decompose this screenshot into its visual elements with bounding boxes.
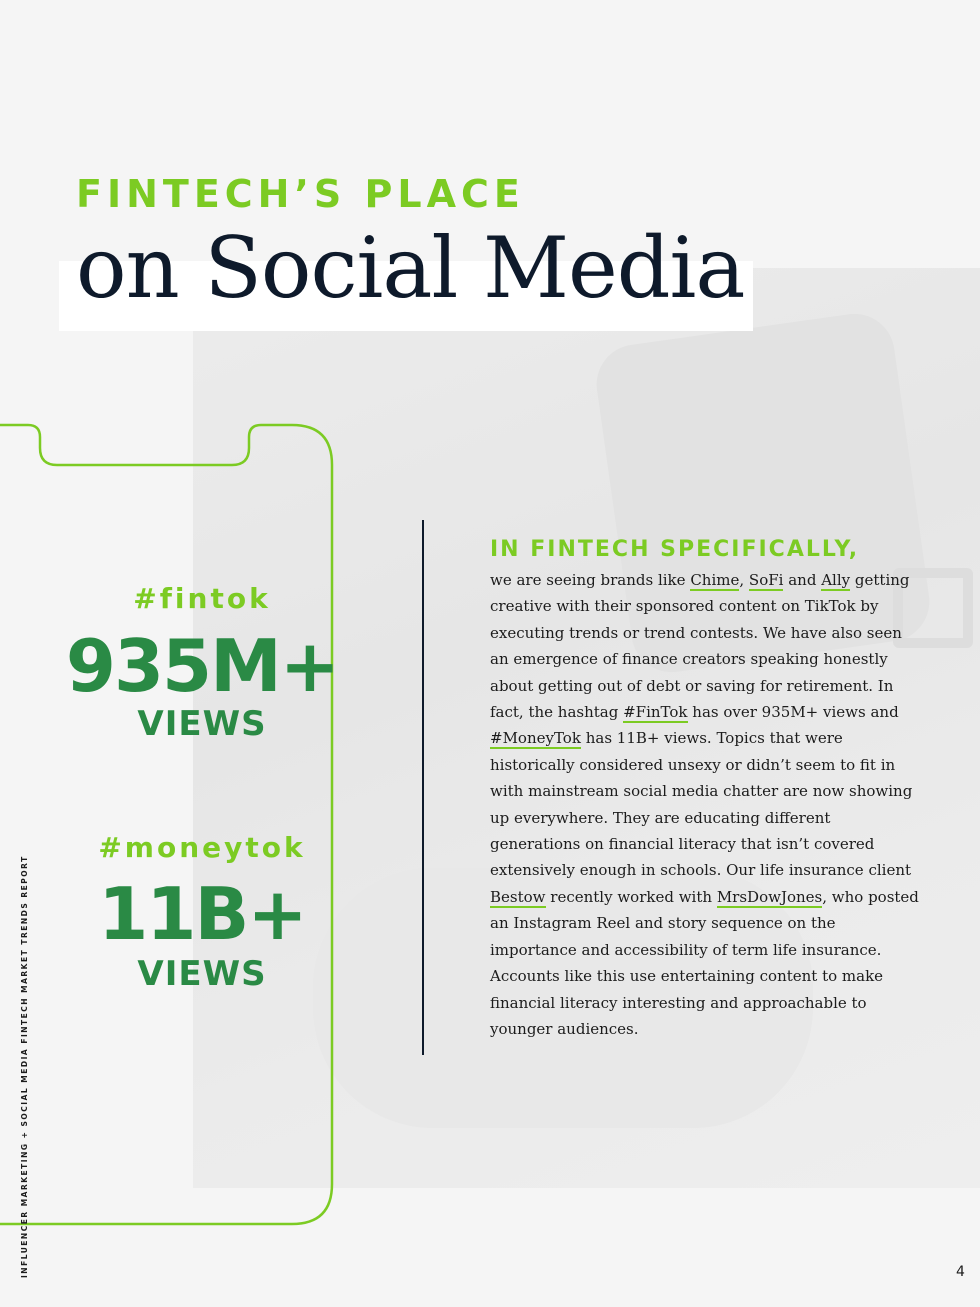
article-heading: IN FINTECH SPECIFICALLY,: [490, 537, 860, 562]
running-footer-title: INFLUENCER MARKETING + SOCIAL MEDIA FINTECH MARKET TRENDS REPORT: [20, 855, 29, 1278]
page-number: 4: [956, 1264, 965, 1280]
brand-link-sofi[interactable]: SoFi: [748, 571, 784, 589]
section-kicker: FINTECH’S PLACE: [76, 172, 525, 216]
creator-link-mrsdowjones[interactable]: MrsDowJones: [716, 887, 823, 906]
stat-fintok-tag: #fintok: [133, 582, 271, 615]
stat-moneytok-label: VIEWS: [137, 954, 267, 994]
page-title: on Social Media: [76, 219, 745, 317]
brand-link-ally[interactable]: Ally: [821, 571, 851, 589]
brand-link-chime[interactable]: Chime: [690, 571, 740, 589]
client-link-bestow[interactable]: Bestow: [490, 887, 546, 906]
vertical-divider: [422, 520, 424, 1055]
stat-moneytok-value: 11B+: [98, 872, 306, 956]
stat-fintok-value: 935M+: [65, 624, 339, 708]
hashtag-link-fintok[interactable]: #FinTok: [623, 703, 688, 722]
stat-moneytok-tag: #moneytok: [98, 831, 306, 864]
article-body: we are seeing brands like Chime, SoFi and Ally getting creative with their sponsored content on TikTok by executing trends or trend contests. We have also seen an emergence of finance creators speaking honestly about getting out of debt or saving for retirement. In fact, the hashtag #FinTok has over 935M+ views and #MoneyTok has 11B+ views. Topics that were historically considered unsexy or didn’t seem to fit in with mainstream social media chatter are now showing up everywhere. They are educating different generations on financial literacy that isn’t covered extensively enough in schools. Our life insurance client Bestow recently worked with MrsDowJones, who posted an Instagram Reel and story sequence on the importance and accessibility of term life insurance. Accounts like this use entertaining content to make financial literacy interesting and approachable to younger audiences.: [490, 571, 919, 1038]
hashtag-link-moneytok[interactable]: #MoneyTok: [490, 729, 581, 748]
stat-fintok-label: VIEWS: [137, 704, 267, 744]
